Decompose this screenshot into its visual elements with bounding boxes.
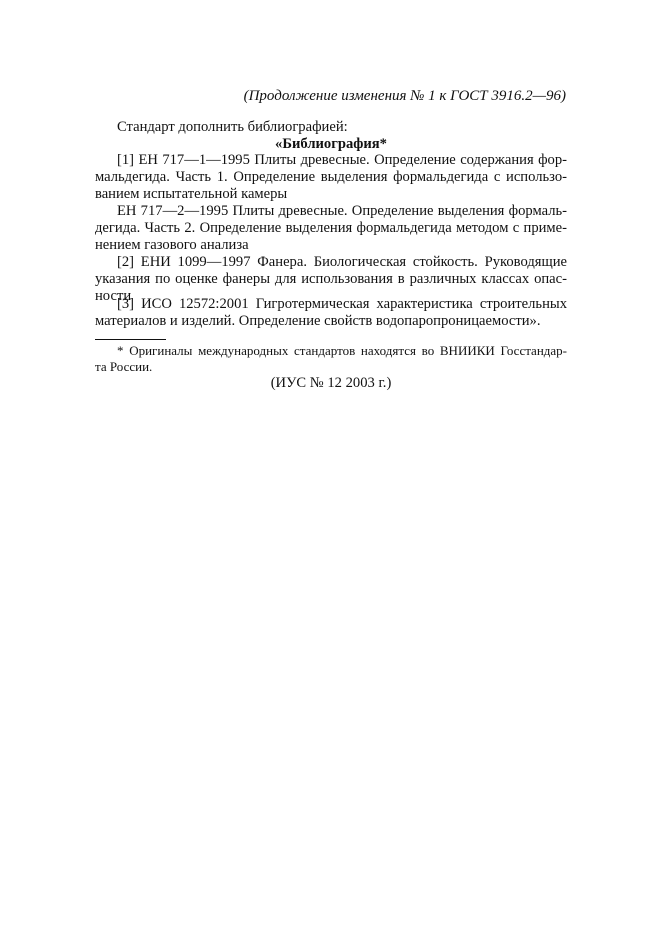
entry-line: [2] ЕНИ 1099—1997 Фанера. Биологическая стойкость. Руководящие bbox=[117, 254, 567, 270]
page-header: (Продолжение изменения № 1 к ГОСТ 3916.2—96) bbox=[243, 88, 566, 104]
entry-line: [3] ИСО 12572:2001 Гигротермическая характеристика строительных bbox=[117, 296, 567, 312]
footnote-line: * Оригиналы международных стандартов находятся во ВНИИКИ Госстандар- bbox=[117, 343, 567, 358]
entry-line: нением газового анализа bbox=[95, 237, 249, 253]
entry-line: ЕН 717—2—1995 Плиты древесные. Определение выделения формаль- bbox=[117, 203, 567, 219]
intro-text: Стандарт дополнить библиографией: bbox=[117, 119, 348, 135]
entry-line: [1] ЕН 717—1—1995 Плиты древесные. Определение содержания фор- bbox=[117, 152, 567, 168]
entry-line: дегида. Часть 2. Определение выделения формальдегида методом с приме- bbox=[95, 220, 567, 236]
entry-line: ности bbox=[95, 288, 132, 304]
entry-line: мальдегида. Часть 1. Определение выделения формальдегида с использо- bbox=[95, 169, 567, 185]
footnote-divider bbox=[95, 339, 166, 340]
source-reference: (ИУС № 12 2003 г.) bbox=[270, 375, 392, 391]
entry-line: ванием испытательной камеры bbox=[95, 186, 288, 202]
entry-line: указания по оценке фанеры для использования в различных классах опас- bbox=[95, 271, 567, 287]
entry-line: материалов и изделий. Определение свойств водопаропроницаемости». bbox=[95, 313, 541, 329]
section-title: «Библиография* bbox=[275, 136, 387, 152]
footnote-line: та России. bbox=[95, 359, 153, 374]
